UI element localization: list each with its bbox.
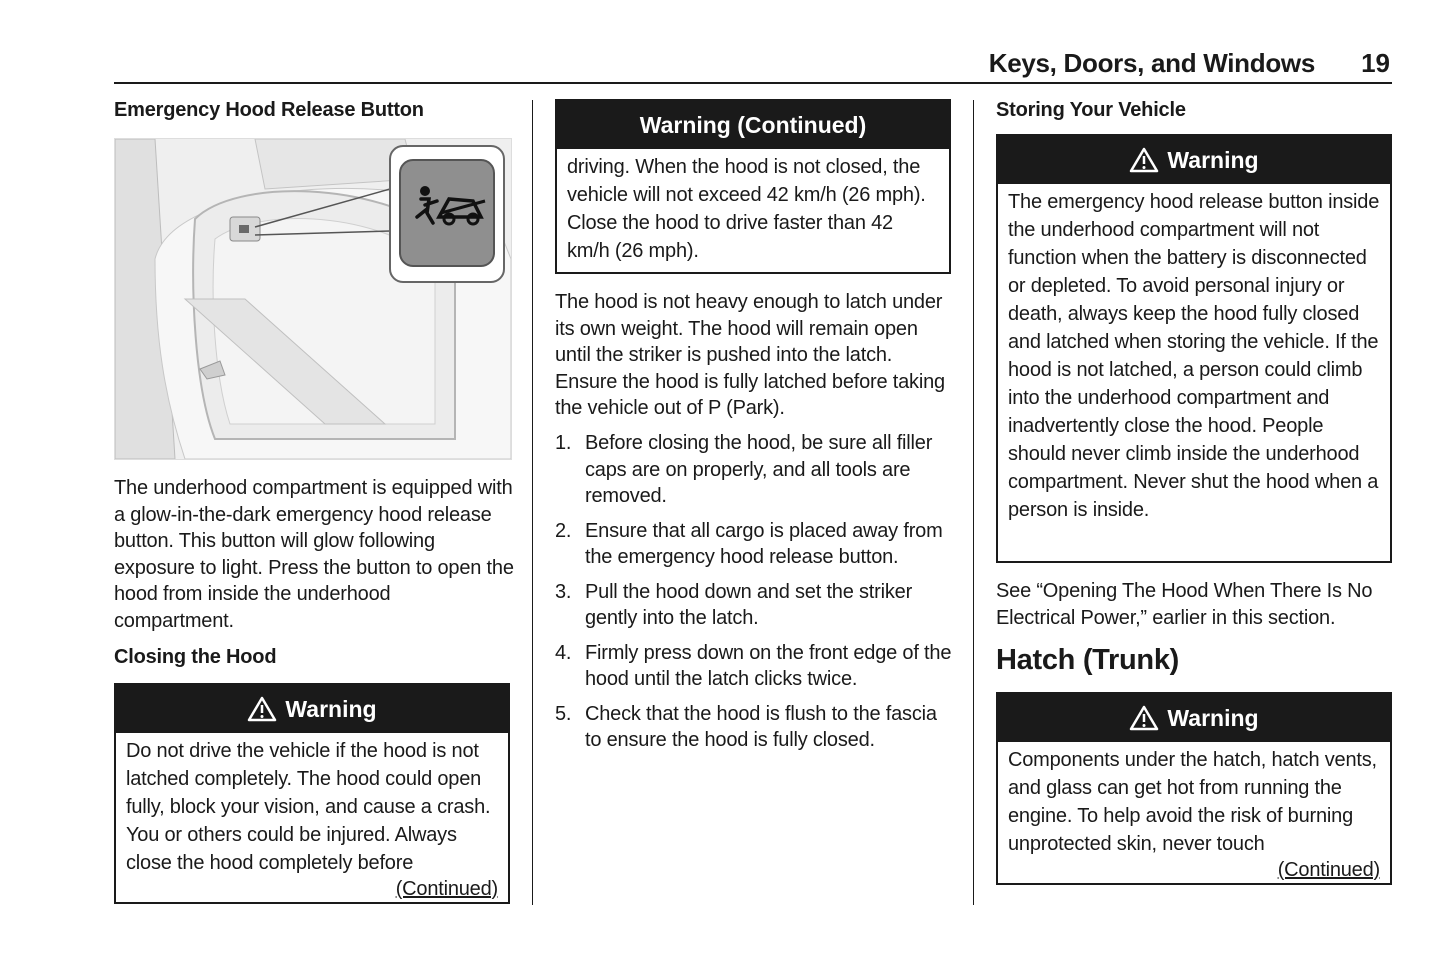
section-title-hatch: Hatch (Trunk) (996, 644, 1180, 676)
list-item (555, 518, 955, 571)
warning-hatch-header (998, 694, 1390, 742)
warning-hatch-text: Components under the hatch, hatch vents, and glass can get hot from running the engine. To help avoid the risk of burning unprotected skin, never touch (1008, 749, 1377, 855)
warning-hatch-body (998, 742, 1390, 882)
callout-frame (389, 145, 505, 283)
warning-storing-title: Warning (1167, 146, 1259, 173)
hood-release-symbol-icon (401, 161, 493, 265)
paragraph-see-reference (996, 578, 1392, 631)
warning-box-continued (555, 99, 951, 274)
warning-box-closing-hood (114, 683, 510, 904)
warning-triangle-icon (1129, 147, 1159, 173)
underhood-compartment-illustration (114, 138, 512, 460)
continued-label: (Continued) (1277, 859, 1380, 881)
hood-release-button-icon (399, 159, 495, 267)
warning-continued-title: Warning (Continued) (639, 111, 867, 138)
warning-hatch-title: Warning (1167, 704, 1259, 731)
step-text: Ensure that all cargo is placed away from the emergency hood release button. (585, 519, 943, 568)
step-number: 3. (555, 580, 572, 603)
list-item (555, 430, 955, 510)
warning-triangle-icon (247, 696, 277, 722)
paragraph-hood-latch (555, 289, 955, 422)
warning-header (116, 685, 508, 733)
paragraph-underhood-text: The underhood compartment is equipped with a glow-in-the-dark emergency hood release button. This button will glow following exposure to light. Press the button to open the hood from inside the underhood compartment. (114, 477, 514, 632)
warning-box-hatch (996, 692, 1392, 885)
step-text: Before closing the hood, be sure all filler caps are on properly, and all tools are removed. (585, 432, 933, 507)
paragraph-see-text: See “Opening The Hood When There Is No Electrical Power,” earlier in this section. (996, 580, 1373, 629)
column-divider-left (532, 100, 533, 905)
column-divider-right (973, 100, 974, 905)
heading-storing-vehicle: Storing Your Vehicle (996, 99, 1186, 121)
list-item (555, 579, 955, 632)
step-number: 5. (555, 702, 572, 725)
list-item (555, 701, 955, 754)
list-item (555, 640, 955, 693)
step-text: Firmly press down on the front edge of the hood until the latch clicks twice. (585, 641, 952, 690)
warning-storing-body (998, 184, 1390, 524)
step-number: 2. (555, 519, 572, 542)
steps-ordered-list (555, 430, 955, 754)
warning-body (116, 733, 508, 901)
header-rule (114, 82, 1392, 84)
warning-continued-body (557, 149, 949, 265)
warning-continued-text: driving. When the hood is not closed, the vehicle will not exceed 42 km/h (26 mph). Close the hood to drive faster than 42 km/h (26 mph). (567, 156, 926, 262)
warning-title: Warning (285, 695, 377, 722)
continued-label: (Continued) (395, 878, 498, 900)
warning-triangle-icon (1129, 705, 1159, 731)
warning-box-storing (996, 134, 1392, 563)
warning-storing-header (998, 136, 1390, 184)
heading-emergency-hood-release: Emergency Hood Release Button (114, 99, 424, 121)
paragraph-hood-latch-text: The hood is not heavy enough to latch under its own weight. The hood will remain open until the striker is pushed into the latch. Ensure the hood is fully latched before taking the vehicle out of P (Park). (555, 291, 945, 419)
step-number: 4. (555, 641, 572, 664)
step-text: Pull the hood down and set the striker gently into the latch. (585, 580, 913, 629)
step-text: Check that the hood is flush to the fascia to ensure the hood is fully closed. (585, 702, 937, 751)
paragraph-underhood-compartment (114, 475, 514, 634)
page-number: 19 (1361, 48, 1390, 78)
step-number: 1. (555, 432, 572, 454)
warning-continued-header (557, 101, 949, 149)
running-header-title: Keys, Doors, and Windows (988, 48, 1315, 78)
warning-body-text: Do not drive the vehicle if the hood is not latched completely. The hood could open fully, block your vision, and cause a crash. You or others could be injured. Always close the hood completely before (126, 740, 491, 874)
warning-storing-text: The emergency hood release button inside the underhood compartment will not function when the battery is disconnected or depleted. To avoid personal injury or death, always keep the hood fully closed and latched when storing the vehicle. If the hood is not latched, a person could climb into the underhood compartment and inadvertently close the hood. People should never climb inside the underhood compartment. Never shut the hood when a person is inside. (1008, 191, 1380, 521)
heading-closing-the-hood: Closing the Hood (114, 646, 277, 668)
closing-steps-list (555, 430, 955, 762)
